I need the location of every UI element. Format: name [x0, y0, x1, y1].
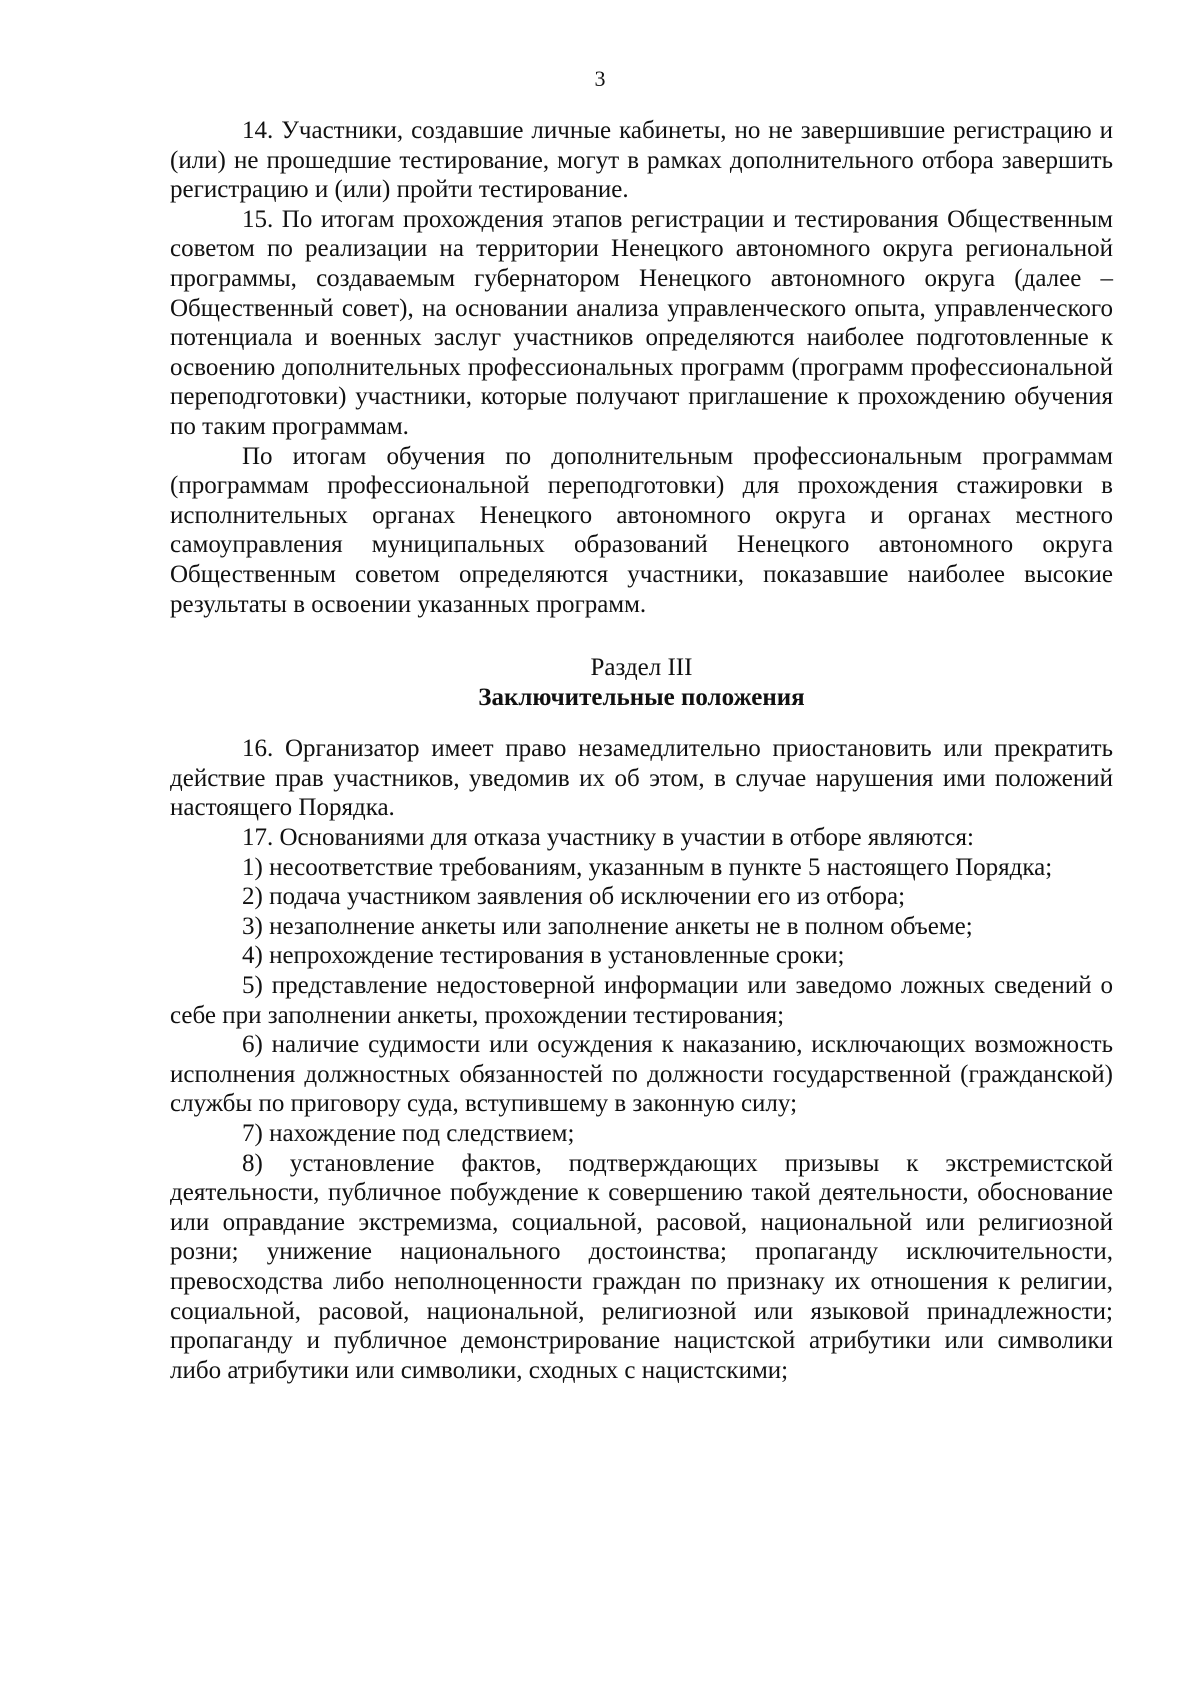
list-item-1: 1) несоответствие требованиям, указанным в пункте 5 настоящего Порядка;	[242, 853, 1053, 881]
paragraph-17: 17. Основаниями для отказа участнику в участии в отборе являются:	[242, 824, 974, 852]
list-item-2: 2) подача участником заявления об исключении его из отбора;	[242, 883, 906, 911]
section-label: Раздел III	[590, 654, 693, 682]
paragraph-15: 15. По итогам прохождения этапов регистрации и тестирования Общественным советом по реализации на территории Ненецкого автономного округа региональной программы, создаваемым губернатором Ненецкого автономного округа (далее – Общественный совет), на основании анализа управленческого опыта, управленческого потенциала и военных заслуг участников определяются наиболее подготовленные к освоению дополнительных профессиональных программ (программ профессиональной переподготовки) участники, которые получают приглашение к прохождению обучения по таким программам.	[170, 205, 1113, 440]
list-item-5: 5) представление недостоверной информации или заведомо ложных сведений о себе при заполнении анкеты, прохождении тестирования;	[170, 972, 1113, 1029]
paragraph-15-continued: По итогам обучения по дополнительным профессиональным программам (программам профессиональной переподготовки) для прохождения стажировки в исполнительных органах Ненецкого автономного округа и органах местного самоуправления муниципальных образований Ненецкого автономного округа Общественным советом определяются участники, показавшие наиболее высокие результаты в освоении указанных программ.	[170, 442, 1113, 618]
paragraph-14: 14. Участники, создавшие личные кабинеты, но не завершившие регистрацию и (или) не прошедшие тестирование, могут в рамках дополнительного отбора завершить регистрацию и (или) пройти тестирование.	[170, 117, 1113, 204]
heading-spacer	[170, 712, 1113, 734]
page-number: 3	[594, 66, 606, 91]
list-item-6: 6) наличие судимости или осуждения к наказанию, исключающих возможность исполнения должностных обязанностей по должности государственной (гражданской) службы по приговору суда, вступившему в законную силу;	[170, 1031, 1113, 1118]
list-item-7: 7) нахождение под следствием;	[242, 1120, 575, 1147]
list-item-4: 4) непрохождение тестирования в установленные сроки;	[242, 942, 845, 970]
list-item-8: 8) установление фактов, подтверждающих призывы к экстремистской деятельности, публичное побуждение к совершению такой деятельности, обоснование или оправдание экстремизма, социальной, расовой, национальной или религиозной розни; унижение национального достоинства; пропаганду исключительности, превосходства либо неполноценности граждан по признаку их отношения к религии, социальной, расовой, национальной, религиозной или языковой принадлежности; пропаганду и публичное демонстрирование нацистской атрибутики или символики либо атрибутики или символики, сходных с нацистскими;	[170, 1149, 1113, 1384]
list-item-3: 3) незаполнение анкеты или заполнение анкеты не в полном объеме;	[242, 912, 973, 940]
section-title: Заключительные положения	[478, 683, 805, 711]
document-body	[170, 116, 1113, 1385]
section-spacer	[170, 619, 1113, 653]
paragraph-16: 16. Организатор имеет право незамедлительно приостановить или прекратить действие прав участников, уведомив их об этом, в случае нарушения ими положений настоящего Порядка.	[170, 735, 1113, 822]
